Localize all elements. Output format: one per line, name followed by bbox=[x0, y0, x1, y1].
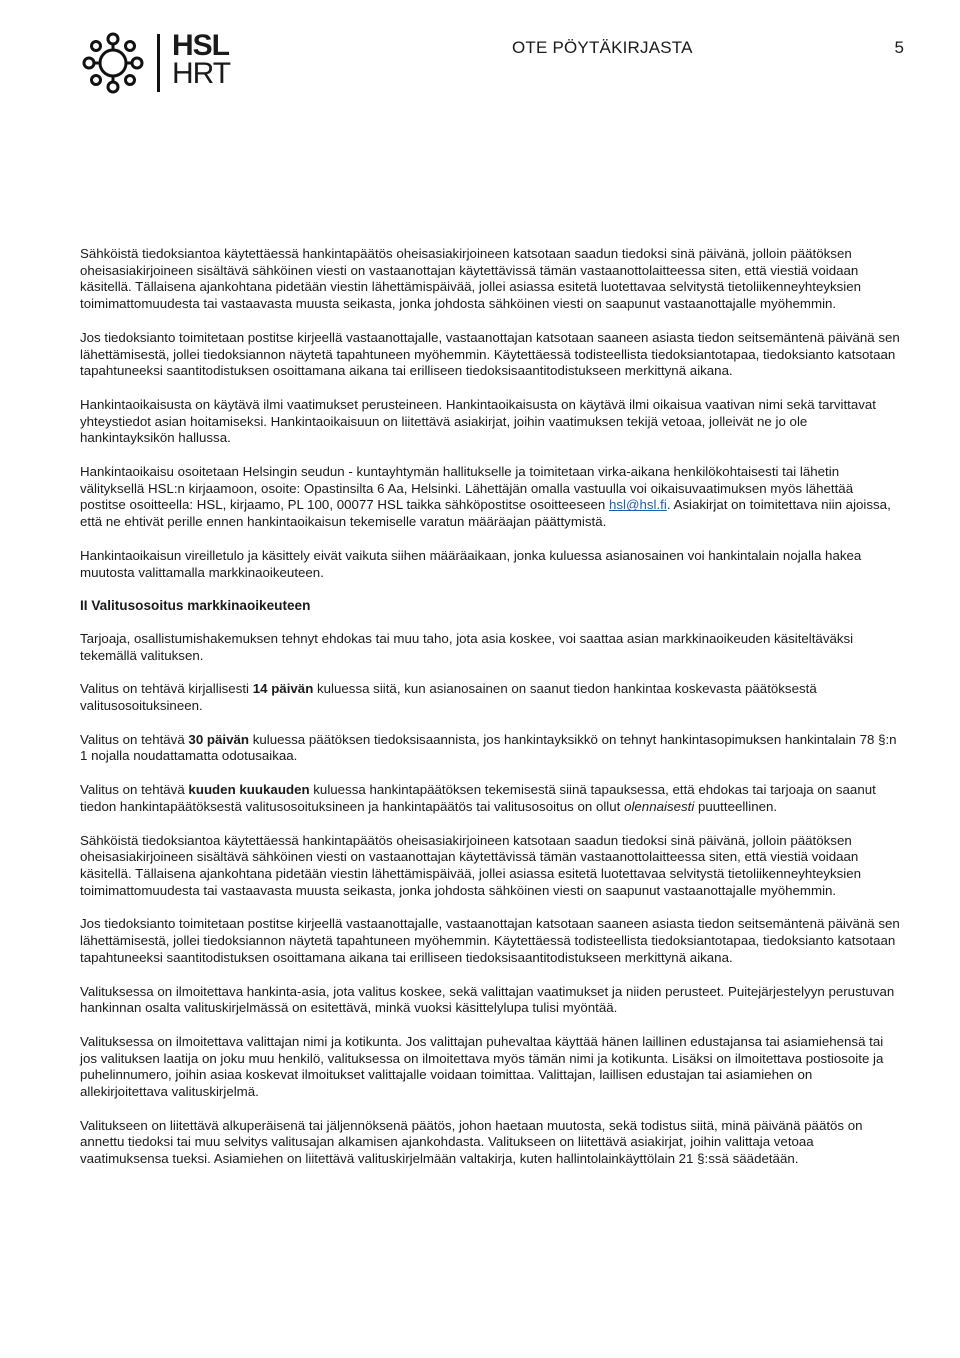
email-link[interactable]: hsl@hsl.fi bbox=[608, 497, 667, 513]
logo-text-hsl: HSL bbox=[172, 29, 229, 62]
hsl-logo-mark-icon bbox=[80, 30, 146, 96]
address-text-end: . Asiakirjat on toimitettava niin ajoissa, että ne ehtivät perille ennen hankintaoikaisun tekemiselle varatun määräajan päättymistä. bbox=[80, 497, 891, 530]
emphasis-essentially: olennaisesti bbox=[624, 798, 695, 814]
paragraph-correction-requirements: Hankintaoikaisusta on käytävä ilmi vaatimukset perusteineen. Hankintaoikaisusta on käytävä ilmi oikaisua vaativan nimi sekä tarvittavat yhteystiedot asian hoitamiseksi. Hankintaoikaisuun on liitettävä asiakirjat, joihin vaatimuksen tekijä vetoaa, jolleivät ne jo ole hankintayksikön hallussa. bbox=[80, 396, 876, 446]
paragraph-appeal-30-days bbox=[80, 732, 902, 765]
page-number: 5 bbox=[894, 38, 904, 57]
text-segment: kuluessa päätöksen tiedoksisaannista, jos hankintayksikkö on tehnyt hankintasopimuksen hankintalain 78 §:n 1 nojalla noudattamatta odotusaikaa. bbox=[80, 731, 897, 764]
logo-divider bbox=[157, 34, 160, 92]
paragraph-electronic-notice: Sähköistä tiedoksiantoa käytettäessä hankintapäätös oheisasiakirjoineen katsotaan saadun tiedoksi sinä päivänä, jolloin päätöksen oheisasiakirjoineen sisältävä sähköinen viesti on vastaanottajan käytettävissä tämän vastaanottolaitteessa siten, että viestiä voidaan käsitellä. Tällaisena ajankohtana pidetään viestin lähettämispäivää, jollei asiassa esitetä luotettavaa selvitystä tietoliikenneyhteyksien toimimattomuudesta tai vastaavasta muusta seikasta, jonka johdosta sähköinen viesti on saapunut vastaanottajalle myöhemmin. bbox=[80, 246, 862, 312]
paragraph-correction-effect: Hankintaoikaisun vireilletulo ja käsittely eivät vaikuta siihen määräaikaan, jonka kuluessa asianosainen voi hankintalain nojalla hakea muutosta valittamalla markkinaoikeuteen. bbox=[80, 547, 862, 580]
paragraph-postal-notice-2: Jos tiedoksianto toimitetaan postitse kirjeellä vastaanottajalle, vastaanottajan katsotaan saaneen asiasta tiedon seitsemäntenä päivänä sen lähettämisestä, jollei tiedoksiannon näytetä tapahtuneen myöhemmin. Käytettäessä todisteellista tiedoksiantotapaa, tiedoksianto katsotaan tapahtuneeksi saantitodistuksen osoittamana aikana tai erilliseen tiedoksisaantitodistukseen merkittynä aikana. bbox=[80, 916, 900, 965]
section-heading: II Valitusosoitus markkinaoikeuteen bbox=[80, 598, 311, 614]
text-segment: Valitus on tehtävä kirjallisesti bbox=[80, 681, 253, 697]
emphasis-14-days: 14 päivän bbox=[252, 681, 314, 697]
address-text: Hankintaoikaisu osoitetaan Helsingin seudun - kuntayhtymän hallitukselle ja toimitetaan virka-aikana henkilökohtaisesti tai lähetin välityksellä HSL:n kirjaamoon, osoite: Opastinsilta 6 Aa, Helsinki. Lähettäjän omalla vastuulla voi oikaisuvaatimuksen myös lähettää postitse osoitteella: HSL, kirjaamo, PL 100, 00077 HSL taikka sähköpostitse osoitteeseen bbox=[80, 464, 854, 513]
text-segment: Valitus on tehtävä bbox=[80, 731, 189, 747]
logo-text bbox=[172, 29, 231, 90]
paragraph-electronic-notice-2: Sähköistä tiedoksiantoa käytettäessä hankintapäätös oheisasiakirjoineen katsotaan saadun tiedoksi sinä päivänä, jolloin päätöksen oheisasiakirjoineen sisältävä sähköinen viesti on vastaanottajan käytettävissä tämän vastaanottolaitteessa siten, että viestiä voidaan käsitellä. Tällaisena ajankohtana pidetään viestin lähettämispäivää, jollei asiassa esitetä luotettavaa selvitystä tietoliikenneyhteyksien toimimattomuudesta tai vastaavasta muusta seikasta, jonka johdosta sähköinen viesti on saapunut vastaanottajalle myöhemmin. bbox=[80, 832, 862, 898]
document-title: OTE PÖYTÄKIRJASTA bbox=[512, 38, 693, 57]
paragraph-appeal-attachments: Valitukseen on liitettävä alkuperäisenä tai jäljennöksenä päätös, johon haetaan muutosta, sekä todistus siitä, minä päivänä päätös on annettu tiedoksi tai muu selvitys valitusajan alkamisen ajankohdasta. Valitukseen on liitettävä asiakirjat, joihin valittaja vetoaa vaatimuksensa tueksi. Asiamiehen on liitettävä valituskirjelmään valtakirja, kuten hallintolainkäyttölain 21 §:ssä säädetään. bbox=[80, 1117, 863, 1167]
paragraph-appeal-14-days bbox=[80, 681, 902, 714]
logo-text-hrt: HRT bbox=[172, 57, 231, 90]
paragraph-appeal-contents: Valituksessa on ilmoitettava hankinta-asia, jota valitus koskee, sekä valittajan vaatimukset ja niiden perusteet. Puitejärjestelyyn perustuvan hankinnan osalta valituskirjelmässä on esitettävä, minkä vuoksi käsittelylupa tulisi myöntää. bbox=[80, 983, 895, 1016]
paragraph-postal-notice: Jos tiedoksianto toimitetaan postitse kirjeellä vastaanottajalle, vastaanottajan katsotaan saaneen asiasta tiedon seitsemäntenä päivänä sen lähettämisestä, jollei tiedoksiannon näytetä tapahtuneen myöhemmin. Käytettäessä todisteellista tiedoksiantotapaa, tiedoksianto katsotaan tapahtuneeksi saantitodistuksen osoittamana aikana tai erilliseen tiedoksisaantitodistukseen merkittynä aikana. bbox=[80, 329, 900, 379]
emphasis-six-months: kuuden kuukauden bbox=[188, 782, 310, 798]
emphasis-30-days: 30 päivän bbox=[188, 731, 250, 747]
text-segment: kuluessa siitä, kun asianosainen on saanut tiedon hankintaa koskevasta päätöksestä valitusosoituksineen. bbox=[80, 681, 817, 714]
paragraph-correction-address bbox=[80, 464, 902, 531]
paragraph-appeal-right: Tarjoaja, osallistumishakemuksen tehnyt ehdokas tai muu taho, jota asia koskee, voi saattaa asian markkinaoikeuden käsiteltäväksi tekemällä valituksen. bbox=[80, 630, 854, 663]
page-header bbox=[0, 0, 960, 110]
paragraph-appeal-six-months bbox=[80, 782, 902, 815]
text-segment: Valitus on tehtävä bbox=[80, 782, 189, 798]
text-segment: puutteellinen. bbox=[694, 798, 778, 814]
hsl-logo bbox=[80, 30, 250, 100]
text-segment: kuluessa hankintapäätöksen tekemisestä siinä tapauksessa, että ehdokas tai tarjoaja on saanut tiedon hankintapäätöksestä valitusosoituksineen ja hankintapäätös tai valitusosoitus on ollut bbox=[80, 782, 876, 814]
paragraph-appellant-details: Valituksessa on ilmoitettava valittajan nimi ja kotikunta. Jos valittajan puhevaltaa käyttää hänen laillinen edustajansa tai asiamiehensä tai jos valituksen laatija on joku muu henkilö, valituksessa on ilmoitettava myös tämän nimi ja kotikunta. Lisäksi on ilmoitettava postiosoite ja puhelinnumero, joihin asiaa koskevat ilmoitukset valittajalle voidaan toimittaa. Valittajan, laillisen edustajan tai asiamiehen on allekirjoitettava valituskirjelmä. bbox=[80, 1033, 884, 1100]
document-body bbox=[80, 246, 902, 1185]
